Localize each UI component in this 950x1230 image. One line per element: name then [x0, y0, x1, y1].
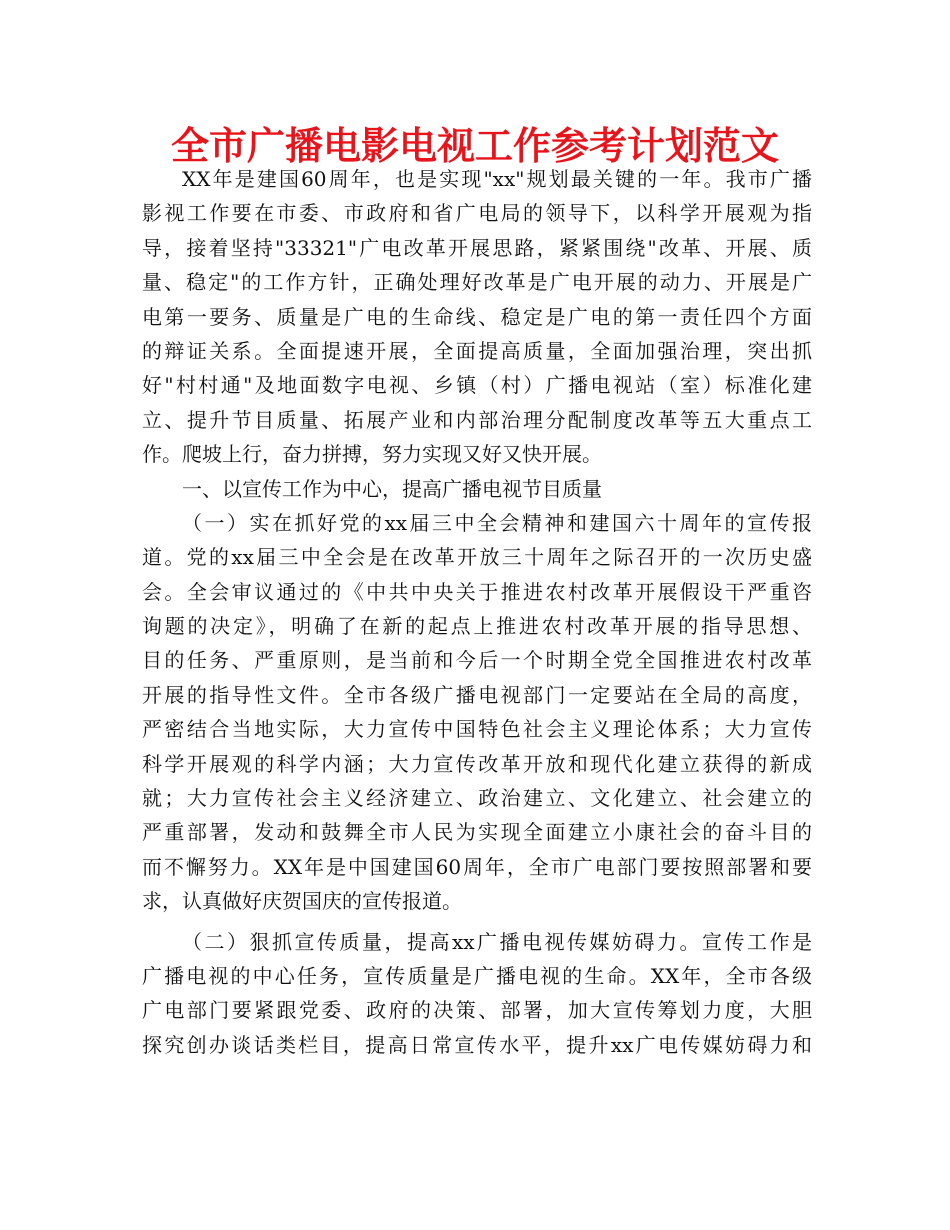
document-body	[142, 162, 812, 1062]
text-line: 探究创办谈话类栏目，提高日常宣传水平，提升xx广电传媒妨碍力和	[142, 1032, 812, 1057]
text-line: 立、提升节目质量、拓展产业和内部治理分配制度改革等五大重点工	[142, 407, 812, 432]
text-line: 询题的决定》，明确了在新的起点上推进农村改革开展的指导思想、	[142, 614, 812, 639]
text-line: 量、稳定"的工作方针，正确处理好改革是广电开展的动力、开展是广	[142, 270, 812, 295]
text-line: 电第一要务、质量是广电的生命线、稳定是广电的第一责任四个方面	[142, 304, 812, 329]
text-line: 广播电视的中心任务，宣传质量是广播电视的生命。XX年，全市各级	[142, 963, 812, 988]
paragraph-section-2	[142, 925, 812, 1063]
text-line: 科学开展观的科学内涵；大力宣传改革开放和现代化建立获得的新成	[142, 751, 812, 776]
text-line: 严密结合当地实际，大力宣传中国特色社会主义理论体系；大力宣传	[142, 717, 812, 742]
paragraph-section-1	[142, 506, 812, 919]
text-line: （二）狠抓宣传质量，提高xx广播电视传媒妨碍力。宣传工作是	[182, 929, 812, 954]
text-line: 会。全会审议通过的《中共中央关于推进农村改革开展假设干严重咨	[142, 579, 812, 604]
text-line: 求，认真做好庆贺国庆的宣传报道。	[142, 889, 462, 914]
text-line: 导，接着坚持"33321"广电改革开展思路，紧紧围绕"改革、开展、质	[142, 235, 812, 260]
text-line: XX年是建国60周年，也是实现"xx"规划最关键的一年。我市广播	[182, 167, 812, 191]
text-line: 道。党的xx届三中全会是在改革开放三十周年之际召开的一次历史盛	[142, 545, 812, 570]
text-line: 目的任务、严重原则，是当前和今后一个时期全党全国推进农村改革	[142, 648, 812, 673]
document-title: 全市广播电影电视工作参考计划范文	[170, 124, 779, 168]
text-line: 广电部门要紧跟党委、政府的决策、部署，加大宣传筹划力度，大胆	[142, 998, 812, 1023]
text-line: 而不懈努力。XX年是中国建国60周年，全市广电部门要按照部署和要	[142, 854, 812, 879]
text-line: 就；大力宣传社会主义经济建立、政治建立、文化建立、社会建立的	[142, 786, 812, 811]
text-line: 作。爬坡上行，奋力拼搏，努力实现又好又快开展。	[142, 442, 602, 467]
paragraph-intro	[142, 162, 812, 472]
text-line: 的辩证关系。全面提速开展，全面提高质量，全面加强治理，突出抓	[142, 338, 812, 363]
text-line: 严重部署，发动和鼓舞全市人民为实现全面建立小康社会的奋斗目的	[142, 820, 812, 845]
text-line: 好"村村通"及地面数字电视、乡镇（村）广播电视站（室）标准化建	[142, 373, 812, 398]
text-line: 开展的指导性文件。全市各级广播电视部门一定要站在全局的高度，	[142, 682, 812, 707]
text-line: 影视工作要在市委、市政府和省广电局的领导下，以科学开展观为指	[142, 201, 812, 226]
section-heading	[142, 472, 812, 506]
text-line: （一）实在抓好党的xx届三中全会精神和建国六十周年的宣传报	[182, 510, 812, 535]
heading-line: 一、以宣传工作为中心，提高广播电视节目质量	[182, 476, 602, 501]
